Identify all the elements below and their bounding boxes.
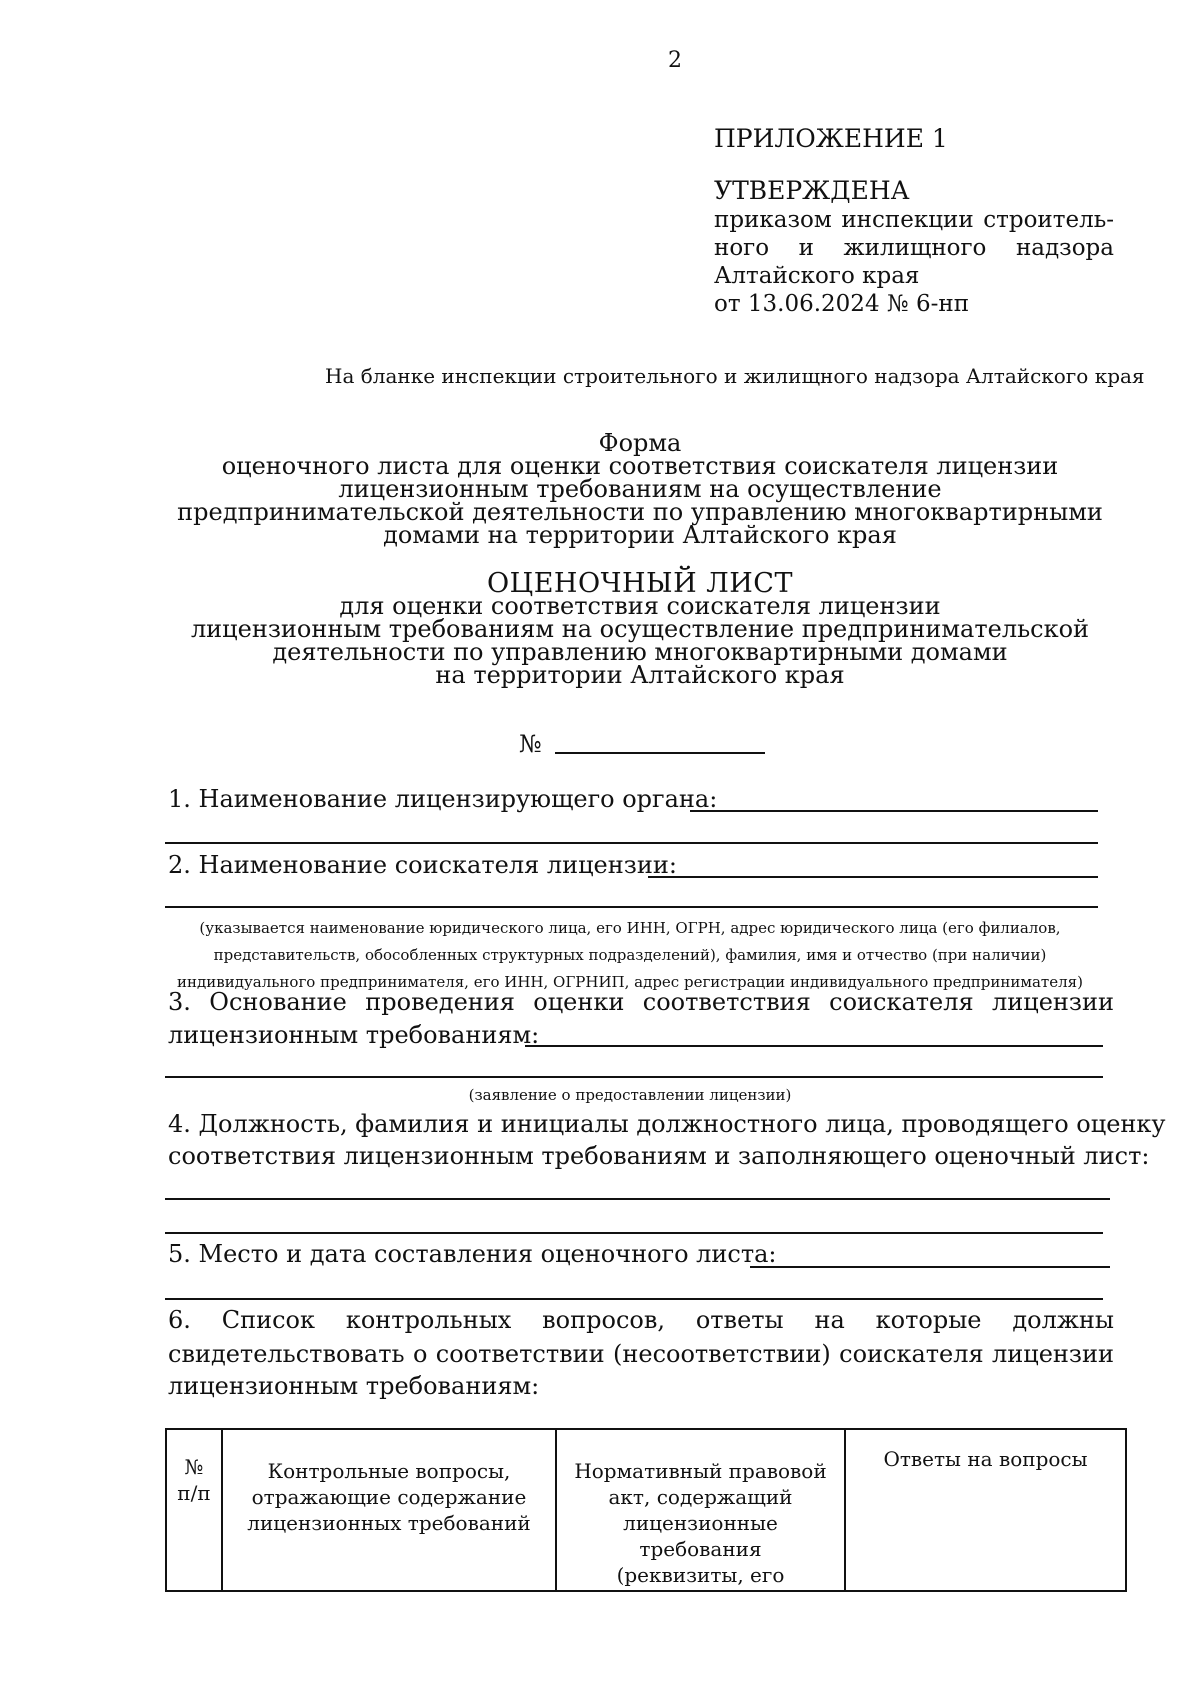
field-2-input-line2[interactable] xyxy=(165,906,1098,908)
approved-label: УТВЕРЖДЕНА xyxy=(714,176,910,205)
sheet-subtitle-line: лицензионным требованиям на осуществление предпринимательской xyxy=(190,615,1090,643)
form-title-line: Форма xyxy=(598,429,682,457)
field-2-note-line: представительств, обособленных структурных подразделений), фамилия, имя и отчество (при наличии) xyxy=(213,946,1047,964)
sheet-title xyxy=(120,568,1160,689)
field-4-input-line2[interactable] xyxy=(165,1232,1103,1234)
number-label: № xyxy=(519,730,542,758)
header-answers: Ответы на вопросы xyxy=(845,1429,1126,1591)
field-1-input[interactable] xyxy=(690,810,1098,812)
header-act: Нормативный правовой акт, содержащий лицензионные требования (реквизиты, его xyxy=(556,1429,845,1591)
sheet-title-main: ОЦЕНОЧНЫЙ ЛИСТ xyxy=(487,568,793,599)
form-title-line: оценочного листа для оценки соответствия соискателя лицензии xyxy=(221,452,1059,480)
field-4-line2: соответствия лицензионным требованиям и заполняющего оценочный лист: xyxy=(168,1142,1150,1170)
field-3-input[interactable] xyxy=(525,1045,1103,1047)
sheet-subtitle-line: на территории Алтайского края xyxy=(435,661,845,689)
field-1-label: 1. Наименование лицензирующего органа: xyxy=(168,785,718,813)
field-2-input[interactable] xyxy=(648,876,1098,878)
approved-by-line: ного и жилищного надзора xyxy=(714,235,1114,261)
appendix-label: ПРИЛОЖЕНИЕ 1 xyxy=(714,124,948,153)
field-2-note-line: индивидуального предпринимателя, его ИНН, ОГРНИП, адрес регистрации индивидуального предпринимателя) xyxy=(177,973,1083,991)
header-num: № п/п xyxy=(166,1429,222,1591)
field-3-line2: лицензионным требованиям: xyxy=(168,1021,540,1049)
field-2-note xyxy=(160,915,1100,996)
field-6-line2: свидетельствовать о соответствии (несоответствии) соискателя лицензии xyxy=(168,1340,1114,1368)
field-5-input[interactable] xyxy=(750,1266,1110,1268)
field-4-input[interactable] xyxy=(165,1198,1110,1200)
form-title-line: предпринимательской деятельности по управлению многоквартирными xyxy=(177,498,1103,526)
field-5-label: 5. Место и дата составления оценочного листа: xyxy=(168,1240,777,1268)
field-6-line3: лицензионным требованиям: xyxy=(168,1372,540,1400)
approved-by-line: приказом инспекции строитель- xyxy=(714,207,1114,233)
field-4-line1: 4. Должность, фамилия и инициалы должностного лица, проводящего оценку xyxy=(168,1110,1166,1138)
field-5-input-line2[interactable] xyxy=(165,1298,1103,1300)
field-3-input-line2[interactable] xyxy=(165,1076,1103,1078)
blank-note: На бланке инспекции строительного и жилищного надзора Алтайского края xyxy=(325,364,1145,388)
sheet-subtitle-line: для оценки соответствия соискателя лицензии xyxy=(339,592,941,620)
form-title-line: домами на территории Алтайского края xyxy=(383,521,897,549)
form-title-line: лицензионным требованиям на осуществление xyxy=(338,475,942,503)
approved-by-line: от 13.06.2024 № 6-нп xyxy=(714,291,970,317)
header-questions: Контрольные вопросы, отражающие содержание лицензионных требований xyxy=(222,1429,556,1591)
form-title xyxy=(120,429,1160,549)
field-2-note-line: (указывается наименование юридического лица, его ИНН, ОГРН, адрес юридического лица (его филиалов, xyxy=(199,919,1061,937)
field-6-line1: 6. Список контрольных вопросов, ответы на которые должны xyxy=(168,1306,1114,1334)
field-3-line1: 3. Основание проведения оценки соответствия соискателя лицензии xyxy=(168,988,1114,1016)
sheet-subtitle-line: деятельности по управлению многоквартирными домами xyxy=(272,638,1008,666)
number-field[interactable] xyxy=(555,752,765,754)
field-1-input-line2[interactable] xyxy=(165,842,1098,844)
approved-by-block xyxy=(714,206,1114,318)
table-header-row xyxy=(166,1429,1126,1591)
field-3-note: (заявление о предоставлении лицензии) xyxy=(468,1086,792,1104)
field-2-label: 2. Наименование соискателя лицензии: xyxy=(168,851,677,879)
approved-by-line: Алтайского края xyxy=(714,263,920,289)
questions-table xyxy=(165,1428,1127,1592)
page-number: 2 xyxy=(668,48,682,73)
